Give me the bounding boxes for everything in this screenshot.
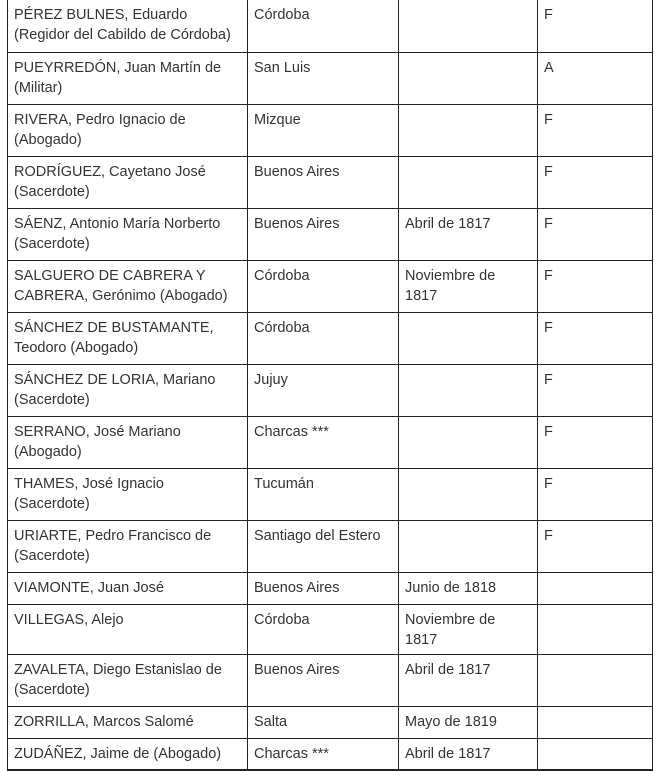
table-row [8,738,653,770]
table-row [8,604,653,654]
table-row [8,468,653,520]
cell-mark: F [538,364,653,416]
name-line: SÁNCHEZ DE LORIA, Mariano [14,371,216,388]
cell-province: Salta [248,706,399,738]
cell-name [8,208,248,260]
table-row [8,364,653,416]
table-row [8,706,653,738]
name-line: RIVERA, Pedro Ignacio de [14,111,186,128]
cell-name [8,706,248,738]
table-row [8,260,653,312]
name-line: SALGUERO DE CABRERA Y [14,267,206,284]
name-line: THAMES, José Ignacio [14,475,164,492]
cell-name [8,52,248,104]
name-line: ZORRILLA, Marcos Salomé [14,713,194,730]
name-line: PÉREZ BULNES, Eduardo [14,7,188,23]
cell-date: Junio de 1818 [399,572,538,604]
cell-name [8,572,248,604]
cell-mark: F [538,520,653,572]
cell-mark: F [538,0,653,52]
cell-province: Mizque [248,104,399,156]
cell-date: Noviembre de 1817 [399,260,538,312]
cell-mark [538,706,653,738]
name-role-line: (Sacerdote) [14,547,90,564]
name-role-line: (Regidor del Cabildo de Córdoba) [14,27,231,43]
cell-province: Buenos Aires [248,654,399,706]
deputies-table [7,0,653,771]
cell-province: Córdoba [248,312,399,364]
cell-mark [538,572,653,604]
cell-date [399,0,538,52]
cell-name [8,654,248,706]
cell-mark: A [538,52,653,104]
cell-name [8,312,248,364]
cell-province: Córdoba [248,0,399,52]
cell-province: Charcas *** [248,416,399,468]
cell-name [8,364,248,416]
cell-mark: F [538,416,653,468]
name-line: SÁENZ, Antonio María Norberto [14,215,221,232]
name-line: VILLEGAS, Alejo [14,611,124,628]
name-role-line: (Sacerdote) [14,183,90,200]
cell-province: Santiago del Estero [248,520,399,572]
cell-mark: F [538,156,653,208]
cell-name [8,738,248,770]
table-row [8,0,653,52]
name-role-line: Teodoro (Abogado) [14,339,139,356]
name-role-line: (Sacerdote) [14,235,90,252]
cell-province: Buenos Aires [248,572,399,604]
cell-mark: F [538,312,653,364]
name-role-line: (Sacerdote) [14,495,90,512]
cell-mark [538,604,653,654]
table-row [8,416,653,468]
name-line: PUEYRREDÓN, Juan Martín de [14,59,222,76]
cell-mark: F [538,260,653,312]
name-role-line: (Sacerdote) [14,681,90,698]
cell-mark [538,654,653,706]
cell-province: Tucumán [248,468,399,520]
table-row [8,104,653,156]
name-role-line: CABRERA, Gerónimo (Abogado) [14,287,228,304]
cell-mark: F [538,468,653,520]
cell-date: Abril de 1817 [399,654,538,706]
name-role-line: (Abogado) [14,131,82,148]
name-line: SERRANO, José Mariano [14,423,181,440]
cell-date: Noviembre de 1817 [399,604,538,654]
name-line: ZUDÁÑEZ, Jaime de (Abogado) [14,745,222,762]
cell-date [399,156,538,208]
cell-mark: F [538,104,653,156]
cell-date [399,416,538,468]
name-role-line: (Militar) [14,79,63,96]
cell-date: Abril de 1817 [399,208,538,260]
table-row [8,208,653,260]
table-row [8,520,653,572]
cell-name [8,156,248,208]
cell-name [8,0,248,52]
cell-province: Jujuy [248,364,399,416]
cell-date [399,520,538,572]
cell-date [399,468,538,520]
cell-date [399,312,538,364]
cell-province: Córdoba [248,604,399,654]
cell-date: Mayo de 1819 [399,706,538,738]
table-row [8,156,653,208]
cell-date [399,52,538,104]
deputies-table-body [8,0,653,770]
cell-date: Abril de 1817 [399,738,538,770]
cell-name [8,468,248,520]
cell-date [399,104,538,156]
cell-province: Charcas *** [248,738,399,770]
name-role-line: (Abogado) [14,443,82,460]
cell-mark [538,738,653,770]
cell-name [8,104,248,156]
cell-date [399,364,538,416]
name-line: URIARTE, Pedro Francisco de [14,527,212,544]
name-line: ZAVALETA, Diego Estanislao de [14,661,222,678]
cell-name [8,416,248,468]
cell-name [8,260,248,312]
name-role-line: (Sacerdote) [14,391,90,408]
cell-province: Buenos Aires [248,156,399,208]
cell-province: Buenos Aires [248,208,399,260]
name-line: RODRÍGUEZ, Cayetano José [14,163,206,180]
cell-name [8,604,248,654]
name-line: SÁNCHEZ DE BUSTAMANTE, [14,319,214,336]
cell-name [8,520,248,572]
cell-province: San Luis [248,52,399,104]
table-row [8,52,653,104]
table-row [8,654,653,706]
name-line: VIAMONTE, Juan José [14,579,164,596]
cell-mark: F [538,208,653,260]
table-row [8,572,653,604]
table-row [8,312,653,364]
cell-province: Córdoba [248,260,399,312]
